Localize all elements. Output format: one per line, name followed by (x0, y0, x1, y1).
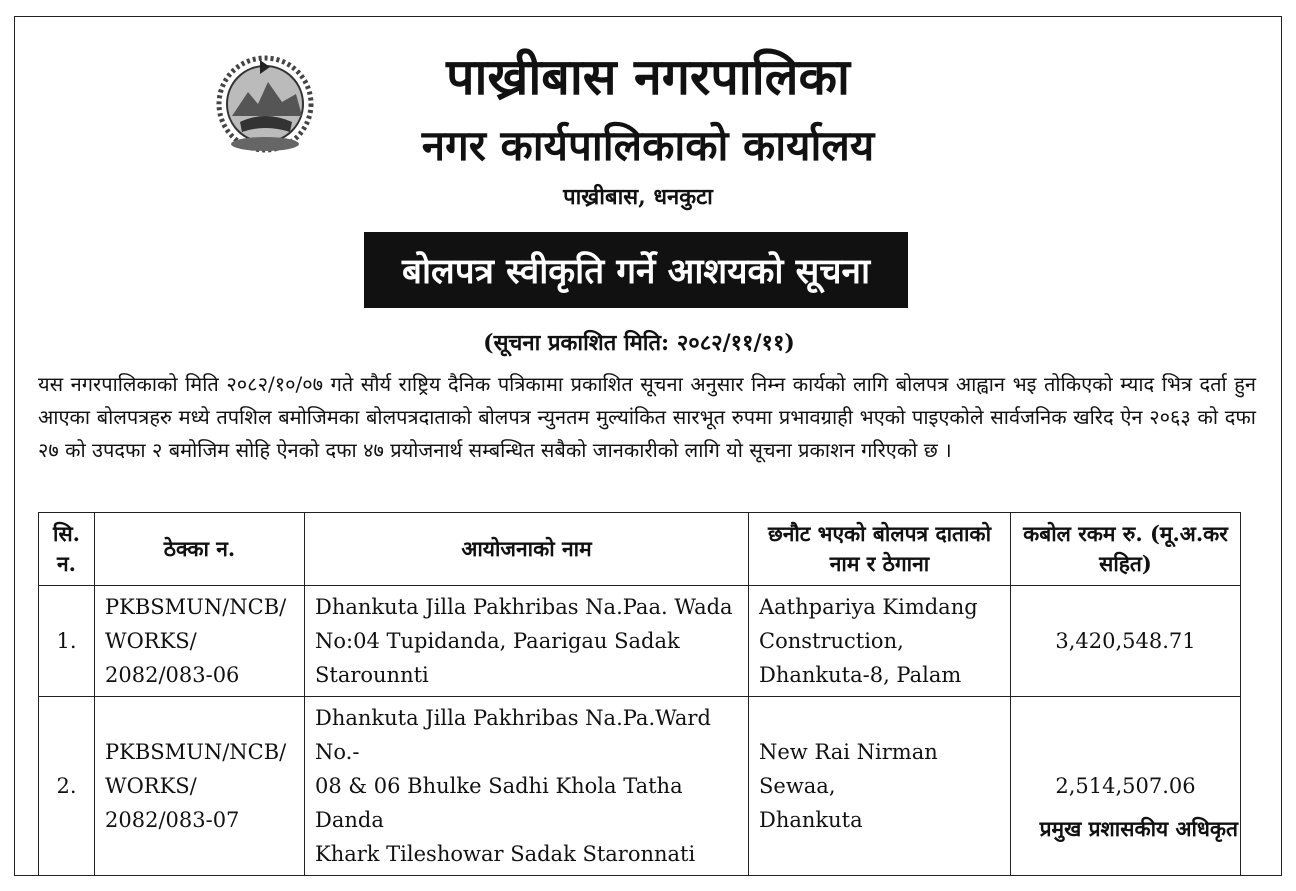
header-project-name: आयोजनाको नाम (305, 513, 749, 586)
publication-date: (सूचना प्रकाशित मिति: २०८२/११/११) (483, 330, 795, 356)
cell-sn: 1. (39, 586, 95, 697)
office-address: पाख्रीबास, धनकुटा (563, 184, 713, 210)
header-bidder: छनौट भएको बोलपत्र दाताको नाम र ठेगाना (749, 513, 1011, 586)
table-header-row (39, 513, 1241, 586)
cell-contract-no: PKBSMUN/NCB/ WORKS/ 2082/083-06 (95, 586, 305, 697)
notice-body: यस नगरपालिकाको मिति २०८२/१०/०७ गते सौर्य राष्ट्रिय दैनिक पत्रिकामा प्रकाशित सूचना अनुसार निम्न कार्यको लागि बोलपत्र आह्वान भइ तोकिएको म्याद भित्र दर्ता हुन आएका बोलपत्रहरु मध्ये तपशिल बमोजिमका बोलपत्रदाताको बोलपत्र न्युनतम मुल्यांकित सारभूत रुपमा प्रभावग्राही भएको पाइएकोले सार्वजनिक खरिद ऐन २०६३ को दफा २७ को उपदफा २ बमोजिम सोहि ऐनको दफा ४७ प्रयोजनार्थ सम्बन्धित सबैको जानकारीको लागि यो सूचना प्रकाशन गरिएको छ । (38, 372, 1256, 462)
cell-bidder: Aathpariya Kimdang Construction, Dhankuta-8, Palam (749, 586, 1011, 697)
header-sn: सि. न. (39, 513, 95, 586)
table-row (39, 586, 1241, 697)
office-name: नगर कार्यपालिकाको कार्यालय (421, 121, 875, 170)
header-contract-no: ठेक्का न. (95, 513, 305, 586)
municipality-name: पाख्रीबास नगरपालिका (446, 47, 850, 106)
cell-amount: 3,420,548.71 (1011, 586, 1241, 697)
cell-project-name: Dhankuta Jilla Pakhribas Na.Pa.Ward No.- 08 & 06 Bhulke Sadhi Khola Tatha Danda Khark Tileshowar Sadak Staronnati (305, 697, 749, 876)
table-row (39, 697, 1241, 876)
notice-heading-banner (364, 232, 908, 308)
header-amount: कबोल रकम रु. (मू.अ.कर सहित) (1011, 513, 1241, 586)
notice-heading: बोलपत्र स्वीकृति गर्ने आशयको सूचना (401, 250, 871, 292)
cell-amount: 2,514,507.06 (1011, 697, 1241, 876)
cell-bidder: New Rai Nirman Sewaa, Dhankuta (749, 697, 1011, 876)
signatory-title: प्रमुख प्रशासकीय अधिकृत (1039, 816, 1238, 841)
cell-contract-no: PKBSMUN/NCB/ WORKS/ 2082/083-07 (95, 697, 305, 876)
cell-sn: 2. (39, 697, 95, 876)
cell-project-name: Dhankuta Jilla Pakhribas Na.Paa. Wada No:04 Tupidanda, Paarigau Sadak Starounnti (305, 586, 749, 697)
